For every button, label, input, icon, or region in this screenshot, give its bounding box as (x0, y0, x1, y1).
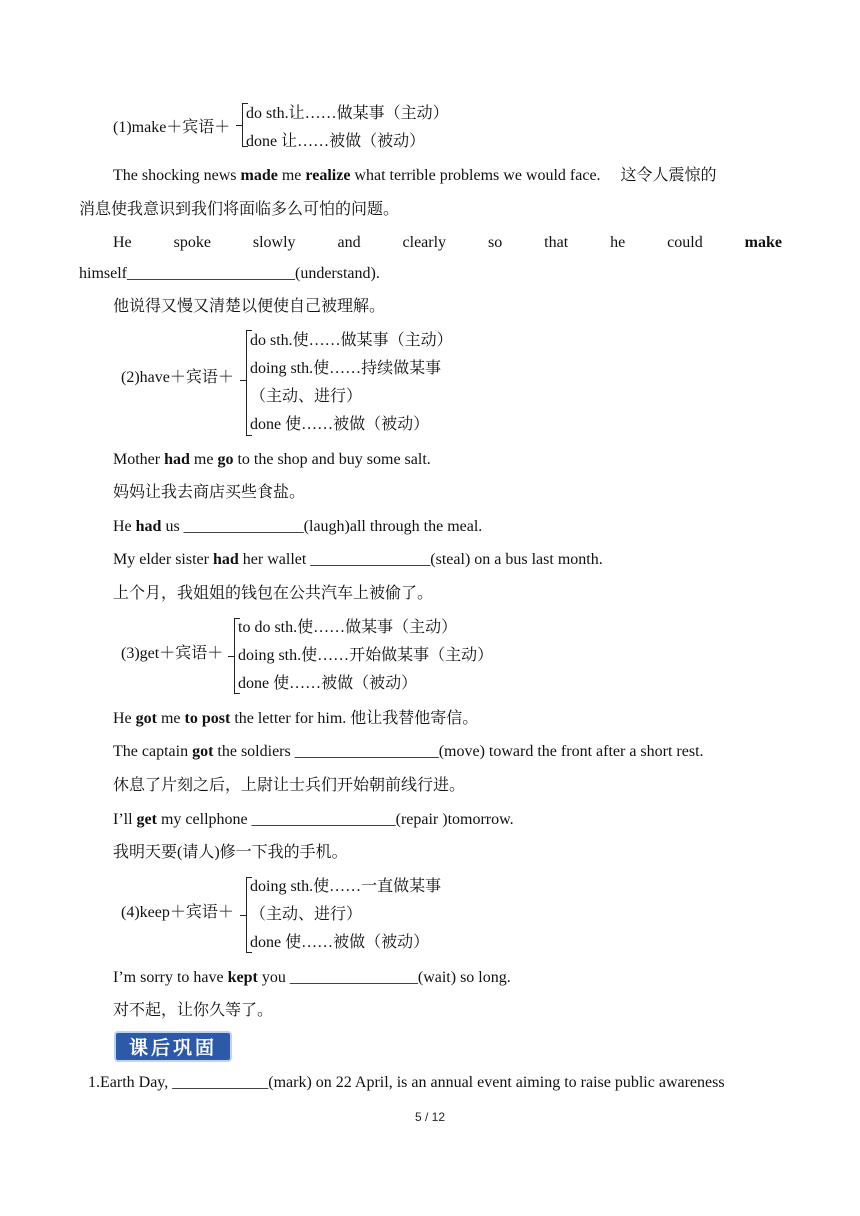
get-example-3: I’ll get my cellphone __________________(repair )tomorrow. (113, 811, 514, 828)
get-example-3-zh: 我明天要(请人)修一下我的手机。 (113, 844, 348, 861)
get-label: (3)get＋宾语＋ (121, 645, 224, 662)
make-example-2: He spoke slowly and clearly so that he could make (113, 234, 782, 251)
have-item-3: （主动、进行） (250, 388, 363, 405)
have-item-1: do sth.使……做某事（主动） (250, 332, 453, 349)
keep-example-1: I’m sorry to have kept you ________________(wait) so long. (113, 969, 511, 986)
get-example-2-zh: 休息了片刻之后，上尉让士兵们开始朝前线行进。 (113, 777, 466, 794)
have-example-2: He had us _______________(laugh)all through the meal. (113, 518, 483, 535)
have-example-1: Mother had me go to the shop and buy some salt. (113, 451, 431, 468)
have-item-4: done 使……被做（被动） (250, 416, 430, 433)
exercise-1: 1.Earth Day, ____________(mark) on 22 April, is an annual event aiming to raise public awareness (88, 1074, 725, 1091)
keep-item-1: doing sth.使……一直做某事 (250, 878, 442, 895)
make-example-1-cont: 消息使我意识到我们将面临多么可怕的问题。 (79, 201, 400, 218)
have-label: (2)have＋宾语＋ (121, 369, 234, 386)
make-label: (1)make＋宾语＋ (113, 119, 231, 136)
make-example-2-cont: himself_____________________(understand). (79, 265, 380, 282)
have-example-3-zh: 上个月，我姐姐的钱包在公共汽车上被偷了。 (113, 585, 434, 602)
section-badge: 课后巩固 (114, 1031, 232, 1062)
keep-brace (246, 877, 247, 953)
have-example-1-zh: 妈妈让我去商店买些食盐。 (113, 484, 306, 501)
make-brace (242, 103, 243, 147)
get-item-2: doing sth.使……开始做某事（主动） (238, 647, 494, 664)
have-item-2: doing sth.使……持续做某事 (250, 360, 442, 377)
make-example-2-zh: 他说得又慢又清楚以便使自己被理解。 (113, 298, 386, 315)
keep-item-3: done 使……被做（被动） (250, 934, 430, 951)
get-example-1: He got me to post the letter for him. 他让我替他寄信。 (113, 710, 479, 727)
keep-item-2: （主动、进行） (250, 906, 363, 923)
have-brace (246, 330, 247, 436)
page-number: 5 / 12 (414, 1110, 446, 1124)
make-item-1: do sth.让……做某事（主动） (246, 105, 449, 122)
make-example-1: The shocking news made me realize what terrible problems we would face. 这令人震惊的 (113, 167, 717, 184)
have-example-3: My elder sister had her wallet _______________(steal) on a bus last month. (113, 551, 603, 568)
get-item-3: done 使……被做（被动） (238, 675, 418, 692)
get-brace (234, 618, 235, 694)
keep-example-1-zh: 对不起，让你久等了。 (113, 1002, 274, 1019)
make-item-2: done 让……被做（被动） (246, 133, 426, 150)
keep-label: (4)keep＋宾语＋ (121, 904, 234, 921)
get-example-2: The captain got the soldiers __________________(move) toward the front after a short rest. (113, 743, 704, 760)
get-item-1: to do sth.使……做某事（主动） (238, 619, 458, 636)
